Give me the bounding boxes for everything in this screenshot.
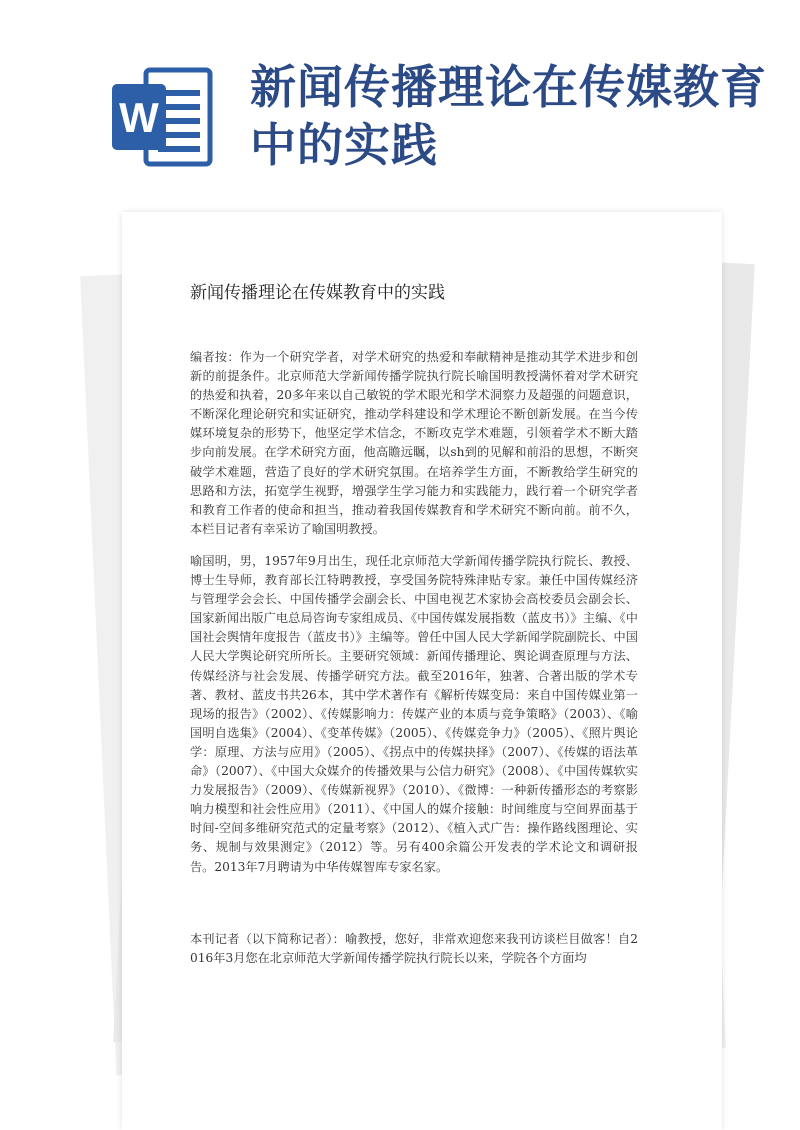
banner-title: 新闻传播理论在传媒教育中的实践 — [250, 60, 767, 172]
paragraph-biography: 喻国明，男，1957年9月出生，现任北京师范大学新闻传播学院执行院长、教授、博士生导师，教育部长江特聘教授，享受国务院特殊津贴专家。兼任中国传媒经济与管理学会会长、中国传播学会副会长、中国电视艺术家协会高校委员会副会长、国家新闻出版广电总局咨询专家组成员、《中国传媒发展指数（蓝皮书）》主编、《中国社会舆情年度报告（蓝皮书）》主编等。曾任中国人民大学新闻学院副院长、中国人民大学舆论研究所所长。主要研究领域：新闻传播理论、舆论调查原理与方法、传媒经济与社会发展、传播学研究方法。截至2016年，独著、合著出版的学术专著、教材、蓝皮书共26本，其中学术著作有《解析传媒变局：来自中国传媒业第一现场的报告》（2002）、《传媒影响力：传媒产业的本质与竞争策略》（2003）、《喻国明自选集》（2004）、《变革传媒》（2005）、《传媒竞争力》（2005）、《照片舆论学：原理、方法与应用》（2005）、《拐点中的传媒抉择》（2007）、《传媒的语法革命》（2007）、《中国大众媒介的传播效果与公信力研究》（2008）、《中国传媒软实力发展报告》（2009）、《传媒新视界》（2010）、《微博：一种新传播形态的考察影响力模型和社会性应用》（2011）、《中国人的媒介接触：时间维度与空间界面基于时间-空间多维研究范式的定量考察》（2012）、《植入式广告：操作路线图理论、实务、规制与效果测定》（2012）等。另有400余篇公开发表的学术论文和调研报告。2013年7月聘请为中华传媒智库专家名家。 — [190, 554, 638, 874]
header-banner — [0, 0, 800, 215]
document-page — [122, 212, 722, 1130]
svg-text:W: W — [119, 94, 159, 141]
document-title: 新闻传播理论在传媒教育中的实践 — [190, 283, 445, 303]
paragraph-interview-start: 本刊记者（以下简称记者）：喻教授，您好，非常欢迎您来我刊访谈栏目做客！自2016年3月您在北京师范大学新闻传播学院执行院长以来，学院各个方面均 — [190, 932, 638, 966]
word-doc-icon — [108, 62, 218, 172]
paragraph-editor-note: 编者按：作为一个研究学者，对学术研究的热爱和奉献精神是推动其学术进步和创新的前提条件。北京师范大学新闻传播学院执行院长喻国明教授满怀着对学术研究的热爱和执着，20多年来以自己敏锐的学术眼光和学术洞察力及超强的问题意识，不断深化理论研究和实证研究，推动学科建设和学术理论不断创新发展。在当今传媒环境复杂的形势下，他坚定学术信念，不断攻克学术难题，引领着学术不断大踏步向前发展。在学术研究方面，他高瞻远瞩，以sh到的见解和前沿的思想，不断突破学术难题，营造了良好的学术研究氛围。在培养学生方面，不断教给学生研究的思路和方法，拓宽学生视野，增强学生学习能力和实践能力，践行着一个研究学者和教育工作者的使命和担当，推动着我国传媒教育和学术研究不断向前。前不久，本栏目记者有幸采访了喻国明教授。 — [190, 350, 638, 536]
